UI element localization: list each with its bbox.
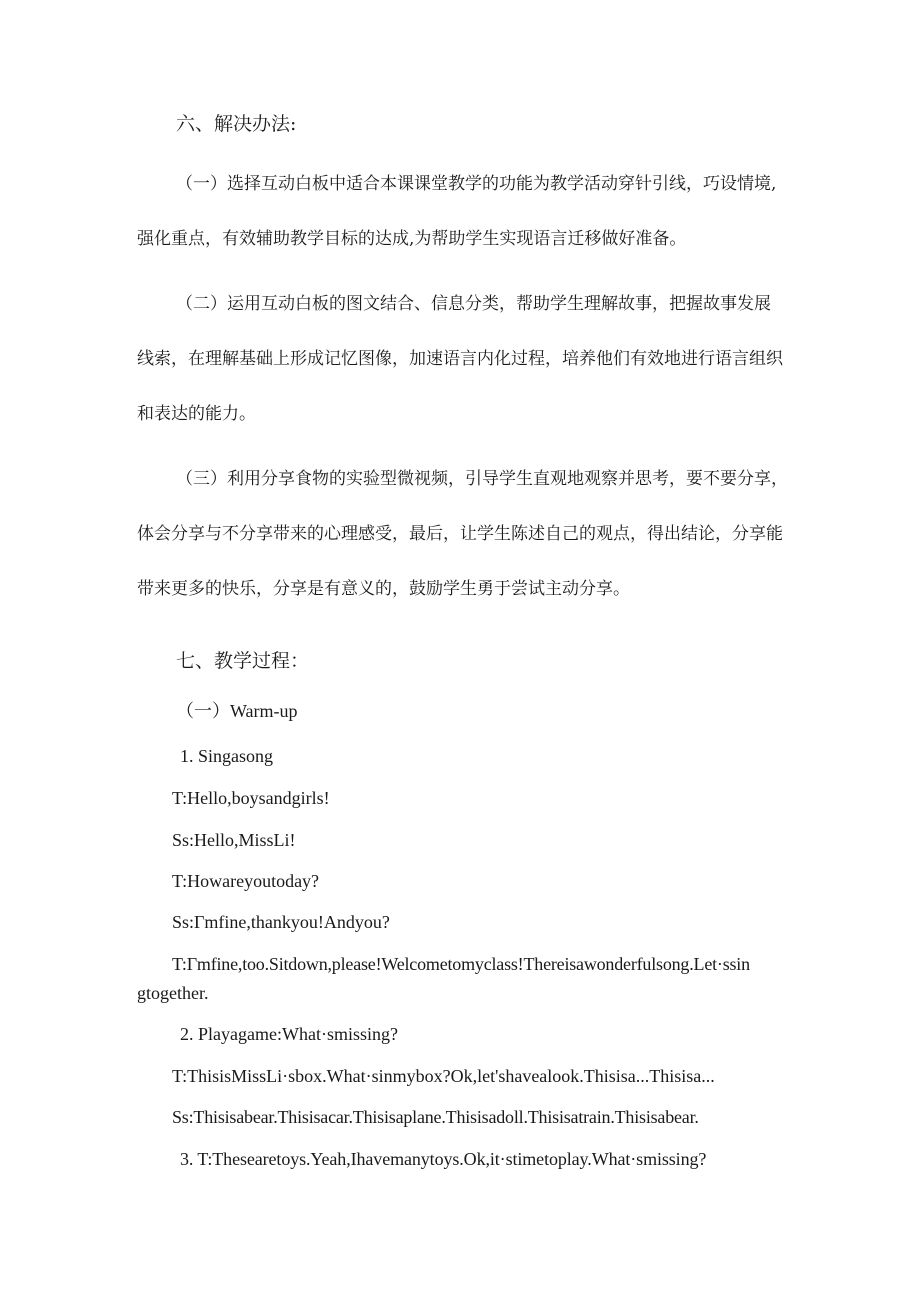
paragraph-2-line-3: 和表达的能力。	[137, 404, 256, 424]
paragraph-3-line-1: （三）利用分享食物的实验型微视频，引导学生直观地观察并思考，要不要分享，	[176, 469, 788, 489]
paragraph-1-line-1: （一）选择互动白板中适合本课课堂教学的功能为教学活动穿针引线，巧设情境,	[176, 174, 777, 194]
list-item-whats-missing: 3. T:Thesearetoys.Yeah,Ihavemanytoys.Ok,it·stimetoplay.What·smissing?	[180, 1149, 707, 1169]
paragraph-3-line-3: 带来更多的快乐，分享是有意义的，鼓励学生勇于尝试主动分享。	[137, 579, 630, 599]
list-item-sing-a-song: 1. Singasong	[180, 746, 274, 766]
warm-up-subheading: （一）Warm-up	[176, 701, 298, 721]
paragraph-1-line-2: 强化重点，有效辅助教学目标的达成,为帮助学生实现语言迁移做好准备。	[137, 229, 687, 249]
paragraph-2-line-2: 线索，在理解基础上形成记忆图像，加速语言内化过程，培养他们有效地进行语言组织	[137, 349, 783, 369]
dialogue-line: T:Hello,boysandgirls!	[172, 788, 330, 808]
dialogue-line: T:ThisisMissLi·sbox.What·sinmybox?Ok,let'shavealook.Thisisa...Thisisa...	[172, 1066, 715, 1086]
dialogue-line-continuation: gtogether.	[137, 983, 209, 1003]
dialogue-line: Ss:Γmfine,thankyou!Andyou?	[172, 912, 390, 932]
list-item-play-a-game: 2. Playagame:What·smissing?	[180, 1024, 398, 1044]
dialogue-line: T:Γmfine,too.Sitdown,please!Welcometomyclass!Thereisawonderfulsong.Let·ssin	[172, 954, 750, 974]
dialogue-line: Ss:Hello,MissLi!	[172, 830, 296, 850]
dialogue-line: T:Howareyoutoday?	[172, 871, 320, 891]
paragraph-3-line-2: 体会分享与不分享带来的心理感受，最后，让学生陈述自己的观点，得出结论，分享能	[137, 524, 783, 544]
section-7-heading: 七、教学过程：	[176, 650, 310, 672]
section-6-heading: 六、解决办法:	[176, 113, 297, 135]
paragraph-2-line-1: （二）运用互动白板的图文结合、信息分类，帮助学生理解故事，把握故事发展	[176, 294, 771, 314]
dialogue-line: Ss:Thisisabear.Thisisacar.Thisisaplane.Thisisadoll.Thisisatrain.Thisisabear.	[172, 1107, 699, 1127]
